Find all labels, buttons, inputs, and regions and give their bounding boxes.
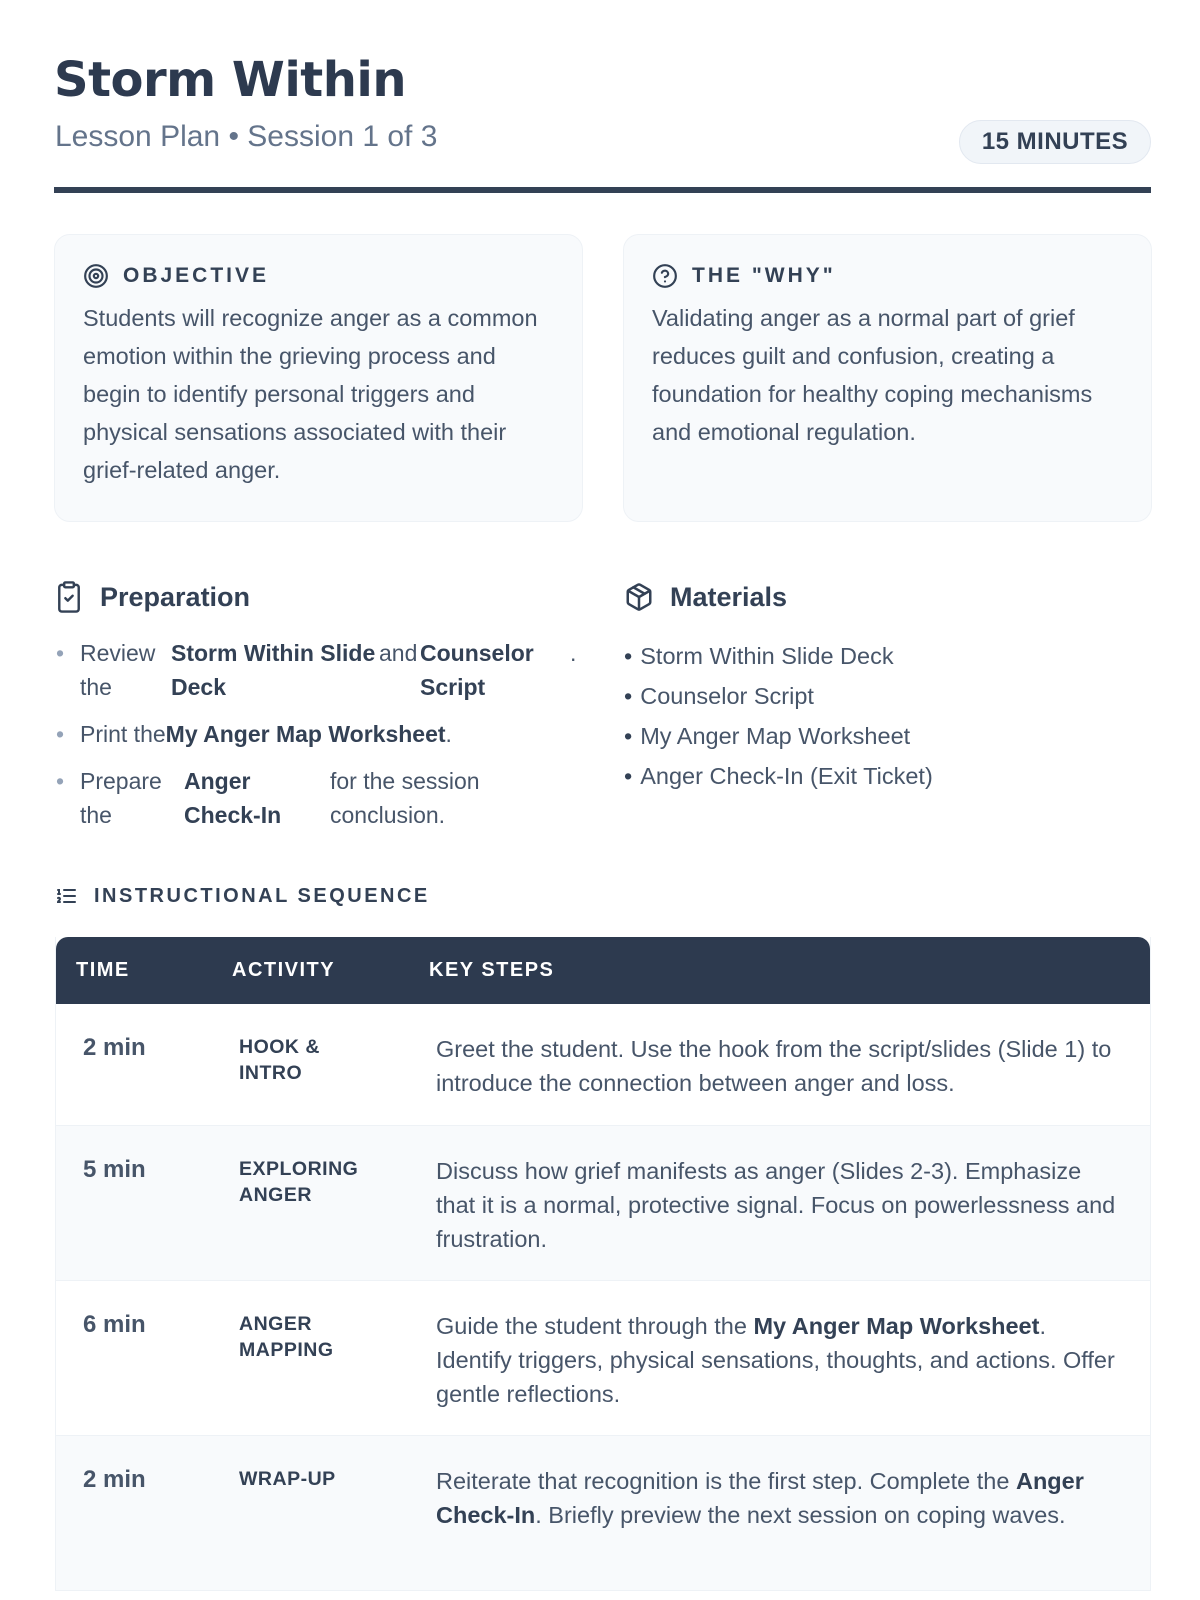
preparation-heading: Preparation xyxy=(100,581,251,612)
prep-text: and xyxy=(379,640,418,666)
objective-heading: OBJECTIVE xyxy=(123,264,270,287)
duration-badge: 15 MINUTES xyxy=(959,120,1151,164)
column-header-key-steps: KEY STEPS xyxy=(429,959,555,981)
table-row xyxy=(56,1126,1150,1281)
bullet: • xyxy=(56,640,65,666)
prep-bold: Anger Check-In xyxy=(184,768,282,828)
list-ordered-icon xyxy=(54,884,78,908)
prep-text: Prepare the xyxy=(80,768,162,828)
material-label: Counselor Script xyxy=(640,683,814,709)
prep-bold: Counselor Script xyxy=(420,640,534,700)
row-time: 6 min xyxy=(83,1311,146,1338)
list-item xyxy=(54,764,594,832)
page-title: Storm Within xyxy=(54,52,407,108)
prep-text: . xyxy=(570,640,577,666)
clipboard-check-icon xyxy=(54,580,84,614)
list-item: • My Anger Map Worksheet xyxy=(624,723,911,749)
table-row xyxy=(56,1004,1150,1126)
list-item: • Counselor Script xyxy=(624,683,814,709)
prep-text: . xyxy=(445,721,452,747)
page-subtitle: Lesson Plan • Session 1 of 3 xyxy=(55,120,438,153)
row-time: 2 min xyxy=(83,1466,146,1493)
list-item xyxy=(54,717,594,751)
sequence-heading: INSTRUCTIONAL SEQUENCE xyxy=(94,884,430,907)
why-heading: THE "WHY" xyxy=(692,264,836,287)
bullet: • xyxy=(56,721,65,747)
sequence-table xyxy=(55,937,1151,1591)
row-steps: Reiterate that recognition is the first step. Complete the Anger Check-In. Briefly preview the next session on coping waves. xyxy=(436,1468,1084,1528)
preparation-header xyxy=(54,580,250,614)
header-divider xyxy=(54,187,1151,193)
material-label: My Anger Map Worksheet xyxy=(640,723,911,749)
table-row xyxy=(56,1281,1150,1436)
target-icon xyxy=(83,263,109,289)
sequence-header xyxy=(54,884,430,908)
row-steps: Greet the student. Use the hook from the script/slides (Slide 1) to introduce the connection between anger and loss. xyxy=(436,1036,1112,1096)
column-header-time: TIME xyxy=(76,959,130,981)
row-activity: WRAP-UP xyxy=(239,1468,336,1490)
prep-bold: My Anger Map Worksheet xyxy=(165,721,446,747)
material-label: Storm Within Slide Deck xyxy=(640,643,894,669)
list-item: • Anger Check-In (Exit Ticket) xyxy=(624,763,933,789)
why-header xyxy=(652,263,836,289)
row-activity: EXPLORING ANGER xyxy=(239,1158,359,1206)
list-item: • Storm Within Slide Deck xyxy=(624,643,894,669)
objective-card xyxy=(54,234,583,522)
materials-heading: Materials xyxy=(670,581,788,612)
row-steps: Discuss how grief manifests as anger (Slides 2-3). Emphasize that it is a normal, protective signal. Focus on powerlessness and frustration. xyxy=(436,1158,1116,1252)
prep-bold: Storm Within Slide Deck xyxy=(171,640,376,700)
row-steps: Guide the student through the My Anger Map Worksheet. Identify triggers, physical sensations, thoughts, and actions. Offer gentle reflections. xyxy=(436,1313,1115,1407)
package-icon xyxy=(624,580,654,614)
bullet: • xyxy=(56,768,65,794)
column-header-activity: ACTIVITY xyxy=(232,959,336,981)
why-text: Validating anger as a normal part of grief reduces guilt and confusion, creating a foundation for healthy coping mechanisms and emotional regulation. xyxy=(652,305,1093,445)
list-item xyxy=(54,636,594,704)
materials-header xyxy=(624,580,787,614)
preparation-list xyxy=(54,636,594,845)
materials-list xyxy=(624,636,933,796)
row-time: 5 min xyxy=(83,1156,146,1183)
table-row xyxy=(56,1436,1150,1591)
row-activity: ANGER MAPPING xyxy=(239,1313,334,1361)
prep-text: Print the xyxy=(80,721,166,747)
row-time: 2 min xyxy=(83,1034,146,1061)
help-circle-icon xyxy=(652,263,678,289)
objective-header xyxy=(83,263,269,289)
objective-text: Students will recognize anger as a common emotion within the grieving process and begin to identify personal triggers and physical sensations associated with their grief-related anger. xyxy=(83,305,538,483)
why-card xyxy=(623,234,1152,522)
prep-text: Review the xyxy=(80,640,156,700)
prep-text: for the session conclusion. xyxy=(330,768,480,828)
row-activity: HOOK & INTRO xyxy=(239,1036,320,1084)
material-label: Anger Check-In (Exit Ticket) xyxy=(640,763,933,789)
table-header xyxy=(56,937,1150,1004)
